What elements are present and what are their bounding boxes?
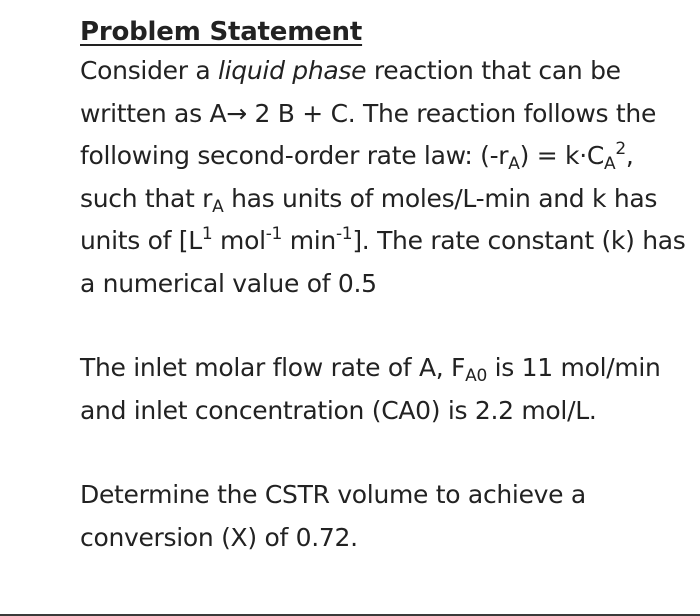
text-run: mol — [212, 226, 266, 255]
subscript: A — [604, 154, 616, 174]
problem-document — [80, 14, 690, 559]
subscript: A — [212, 196, 224, 217]
text-run: has units of moles/L-min and k has units of [L — [80, 183, 658, 255]
arrow-symbol: → — [226, 98, 247, 128]
superscript: -1 — [265, 224, 283, 244]
superscript: 1 — [201, 224, 213, 244]
subscript: A0 — [465, 366, 487, 386]
text-run: The inlet molar flow rate of A, F — [80, 353, 466, 382]
italic-run: liquid phase — [218, 56, 367, 85]
inlet-paragraph — [80, 347, 690, 432]
subscript: A — [508, 154, 520, 174]
paragraph-spacer — [80, 305, 690, 347]
reaction-paragraph — [80, 50, 690, 305]
page-title: Problem Statement — [80, 17, 363, 47]
question-paragraph: Determine the CSTR volume to achieve a conversion (X) of 0.72. — [80, 480, 586, 552]
text-run: , such that r — [80, 141, 634, 213]
superscript: 2 — [615, 139, 626, 159]
text-run: 2 B + C. The reaction follows the following second-order rate law: (-r — [80, 98, 657, 170]
text-run: reaction that can be written as A — [80, 56, 621, 128]
superscript: -1 — [335, 224, 353, 244]
text-run: is 11 mol/min and inlet concentration (CA0) is 2.2 mol/L. — [80, 353, 661, 425]
text-run: Consider a — [80, 56, 219, 85]
paragraph-spacer — [80, 432, 690, 474]
text-run: ) = k·C — [519, 141, 605, 170]
text-run: ]. The rate constant (k) has a numerical value of 0.5 — [80, 226, 686, 298]
text-run: min — [282, 226, 336, 255]
